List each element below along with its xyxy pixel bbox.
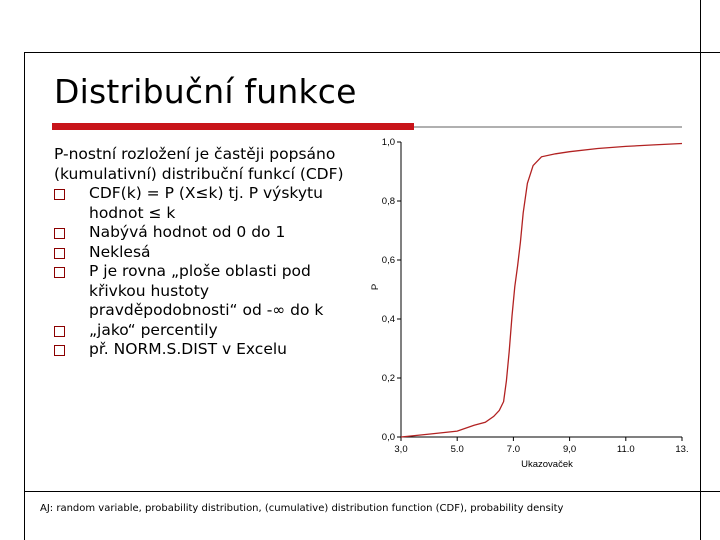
title-underline-accent: [52, 123, 414, 130]
bullet-text: Neklesá: [89, 242, 151, 261]
y-tick-label: 0,8: [381, 196, 395, 207]
slide-title: Distribuční funkce: [54, 72, 357, 111]
y-tick-label: 0,0: [381, 432, 395, 443]
bullet-square-icon: [54, 189, 65, 200]
chart-background: [362, 132, 690, 484]
title-underline-rule: [414, 126, 682, 128]
x-tick-label: 3,0: [394, 444, 408, 455]
bullet-text: CDF(k) = P (X≤k) tj. P výskytu hodnot ≤ k: [89, 184, 323, 222]
bullet-text: P je rovna „ploše oblasti pod křivkou hustoty pravděpodobnosti“ od -∞ do k: [89, 262, 324, 319]
slide-frame-right: [700, 0, 701, 540]
cdf-chart-svg: [362, 132, 690, 484]
x-axis-label: Ukazovaček: [521, 459, 573, 470]
cdf-chart: [362, 132, 690, 484]
y-tick-label: 0,4: [381, 314, 395, 325]
slide-body: [54, 145, 359, 360]
slide-frame-left: [24, 52, 25, 540]
intro-text: P-nostní rozložení je častěji popsáno (kumulativní) distribuční funkcí (CDF): [54, 145, 344, 183]
y-tick-label: 0,6: [381, 255, 395, 266]
bullet-item: [54, 243, 359, 263]
bullet-text: př. NORM.S.DIST v Excelu: [89, 340, 287, 358]
bullet-text: Nabývá hodnot od 0 do 1: [89, 223, 286, 241]
y-tick-label: 0,2: [381, 373, 395, 384]
bullet-list: [54, 184, 359, 360]
bullet-square-icon: [54, 248, 65, 259]
x-tick-label: 9,0: [562, 444, 577, 455]
x-tick-label: 11.0: [616, 444, 635, 455]
bullet-square-icon: [54, 228, 65, 239]
bullet-square-icon: [54, 326, 65, 337]
bullet-item: [54, 340, 359, 360]
x-tick-label: 7.0: [506, 444, 521, 455]
slide-frame-top: [24, 52, 720, 53]
y-tick-label: 1,0: [381, 137, 395, 148]
x-tick-label: 13.: [675, 444, 689, 455]
bullet-square-icon: [54, 267, 65, 278]
footer-note: AJ: random variable, probability distribution, (cumulative) distribution function (CDF), probability density: [40, 503, 564, 514]
slide-frame-bottom: [24, 491, 720, 492]
x-tick-label: 5.0: [450, 444, 464, 455]
bullet-item: [54, 262, 359, 321]
bullet-text: „jako“ percentily: [89, 320, 218, 339]
bullet-square-icon: [54, 345, 65, 356]
y-axis-label: P: [370, 283, 381, 291]
bullet-item: [54, 223, 359, 243]
bullet-item: [54, 321, 359, 341]
bullet-item: [54, 184, 359, 223]
